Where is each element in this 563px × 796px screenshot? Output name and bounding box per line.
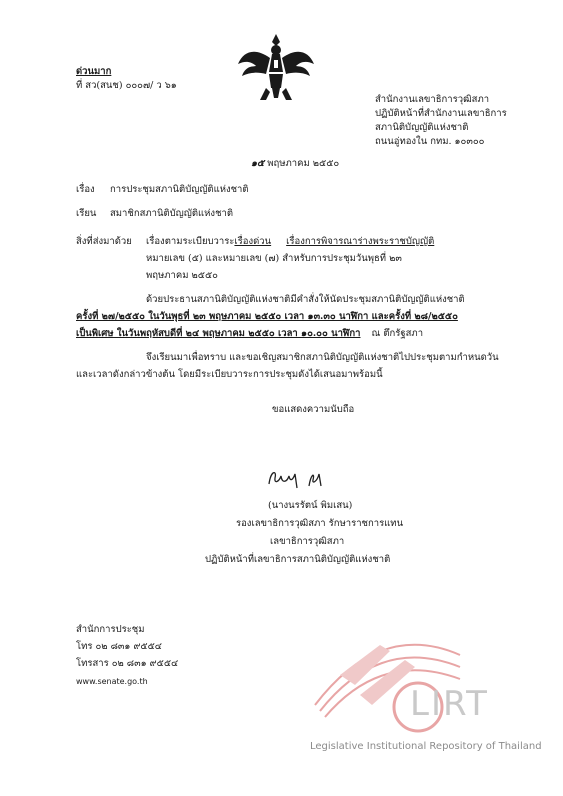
signatory-title-3: ปฏิบัติหน้าที่เลขาธิการสภานิติบัญญัติแห่งชาติ (205, 554, 391, 565)
contact-fax: โทรสาร ๐๒ ๘๓๑ ๙๕๕๔ (76, 658, 179, 669)
signature-icon (265, 464, 335, 492)
subject-value: การประชุมสภานิติบัญญัติแห่งชาติ (110, 184, 249, 195)
urgency-label: ด่วนมาก (76, 66, 112, 77)
sender-line-1: สำนักงานเลขาธิการวุฒิสภา (375, 94, 490, 105)
body-p1-line-1: ด้วยประธานสภานิติบัญญัติแห่งชาติมีคำสั่งให้นัดประชุมสภานิติบัญญัติแห่งชาติ (146, 294, 465, 305)
contact-website-link[interactable]: www.senate.go.th (76, 677, 148, 686)
body-p2-line-2: และเวลาดังกล่าวข้างต้น โดยมีระเบียบวาระการประชุมดังได้เสนอมาพร้อมนี้ (76, 369, 383, 380)
document-date (251, 158, 339, 170)
closing-respect: ขอแสดงความนับถือ (272, 404, 355, 415)
contact-phone: โทร ๐๒ ๘๓๑ ๙๕๕๔ (76, 641, 162, 652)
date-month-year: พฤษภาคม ๒๕๕๐ (267, 158, 340, 169)
enclosure-label: สิ่งที่ส่งมาด้วย (76, 236, 132, 247)
body-special-meeting: เป็นพิเศษ ในวันพฤหัสบดีที่ ๒๔ พฤษภาคม ๒๕๕๐ เวลา ๑๐.๐๐ นาฬิกา (76, 328, 361, 339)
enclosure-part-1: เรื่องตามระเบียบวาระ (146, 236, 235, 247)
enclosure-line-2: หมายเลข (๕) และหมายเลข (๗) สำหรับการประชุมวันพุธที่ ๒๓ (146, 253, 402, 264)
body-p1-line-2: ครั้งที่ ๒๗/๒๕๕๐ ในวันพุธที่ ๒๓ พฤษภาคม ๒๕๕๐ เวลา ๑๓.๓๐ นาฬิกา และครั้งที่ ๒๘/๒๕๕๐ (76, 311, 458, 322)
enclosure-bill-consideration: เรื่องการพิจารณาร่างพระราชบัญญัติ (286, 236, 435, 247)
garuda-emblem-icon (236, 30, 316, 110)
sender-line-4: ถนนอู่ทองใน กทม. ๑๐๓๐๐ (375, 136, 485, 147)
enclosure-line-3: พฤษภาคม ๒๕๕๐ (146, 270, 218, 281)
body-location: ณ ตึกรัฐสภา (371, 328, 424, 339)
signatory-title-1: รองเลขาธิการวุฒิสภา รักษาราชการแทน (236, 518, 404, 529)
body-p1-line-3 (76, 328, 423, 340)
recipient-label: เรียน (76, 208, 97, 219)
sender-line-2: ปฏิบัติหน้าที่สำนักงานเลขาธิการ (375, 108, 507, 119)
enclosure-line-1 (146, 236, 434, 248)
reference-number: ที่ สว(สนช) ๐๐๐๗/ ว ๖๑ (76, 80, 177, 91)
subject-label: เรื่อง (76, 184, 95, 195)
repository-name: Legislative Institutional Repository of Thailand (310, 741, 542, 752)
signatory-title-2: เลขาธิการวุฒิสภา (270, 536, 345, 547)
recipient-value: สมาชิกสภานิติบัญญัติแห่งชาติ (110, 208, 234, 219)
contact-office: สำนักการประชุม (76, 624, 145, 635)
signatory-name: (นางนรรัตน์ พิมเสน) (268, 500, 353, 511)
body-p2-line-1: จึงเรียนมาเพื่อทราบ และขอเชิญสมาชิกสภานิติบัญญัติแห่งชาติไปประชุมตามกำหนดวัน (146, 352, 499, 363)
date-day: ๑๕ (251, 158, 265, 169)
sender-line-3: สภานิติบัญญัติแห่งชาติ (375, 122, 469, 133)
enclosure-urgent: เรื่องด่วน (234, 236, 272, 247)
lirt-logo-text: LIRT (410, 684, 489, 724)
